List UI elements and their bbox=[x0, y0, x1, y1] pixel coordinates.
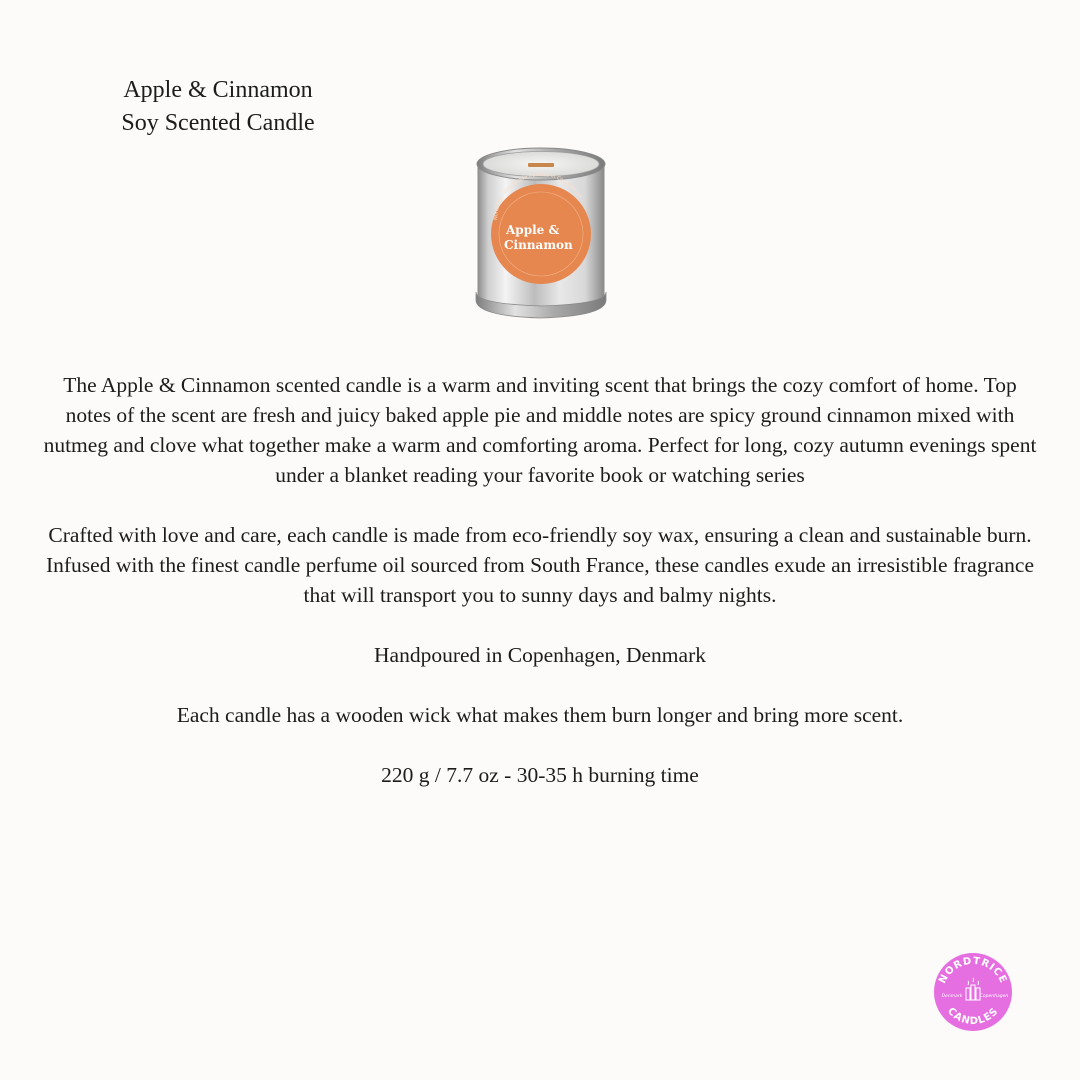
product-name: Apple & Cinnamon bbox=[123, 77, 313, 103]
label-ring-text: Nordtrice · Handmade Candles in Copenhagen · bbox=[492, 171, 585, 221]
logo-bottom-text: CANDLES bbox=[945, 1005, 1001, 1028]
origin-text: Handpoured in Copenhagen, Denmark bbox=[374, 643, 706, 667]
product-subtitle: Soy Scented Candle bbox=[121, 110, 315, 136]
nordtrice-logo bbox=[933, 952, 1013, 1032]
wick-text: Each candle has a wooden wick what makes them burn longer and bring more scent. bbox=[176, 703, 904, 727]
label-line-1: Apple & bbox=[506, 223, 560, 237]
candle-tin-image bbox=[468, 142, 614, 322]
description-paragraph-2: Crafted with love and care, each candle is made from eco-friendly soy wax, ensuring a clean and sustainable burn. Infused with the finest candle perfume oil sourced from South France, these candles exude an irresistible fragrance that will transport you to sunny days and balmy nights. bbox=[45, 523, 1035, 607]
logo-right-text: Copenhagen bbox=[979, 994, 1009, 999]
logo-left-text: Denmark bbox=[941, 994, 963, 999]
specs-text: 220 g / 7.7 oz - 30-35 h burning time bbox=[381, 763, 699, 787]
label-line-2: Cinnamon bbox=[504, 238, 573, 252]
product-title-block bbox=[60, 74, 376, 140]
logo-top-text: NORDTRICE bbox=[937, 955, 1009, 986]
description-paragraph-1: The Apple & Cinnamon scented candle is a warm and inviting scent that brings the cozy comfort of home. Top notes of the scent are fresh and juicy baked apple pie and middle notes are spicy ground cinnamon mixed with nutmeg and clove what together make a warm and comforting aroma. Perfect for long, cozy autumn evenings spent under a blanket reading your favorite book or watching series bbox=[43, 373, 1037, 487]
product-description bbox=[40, 370, 1040, 790]
